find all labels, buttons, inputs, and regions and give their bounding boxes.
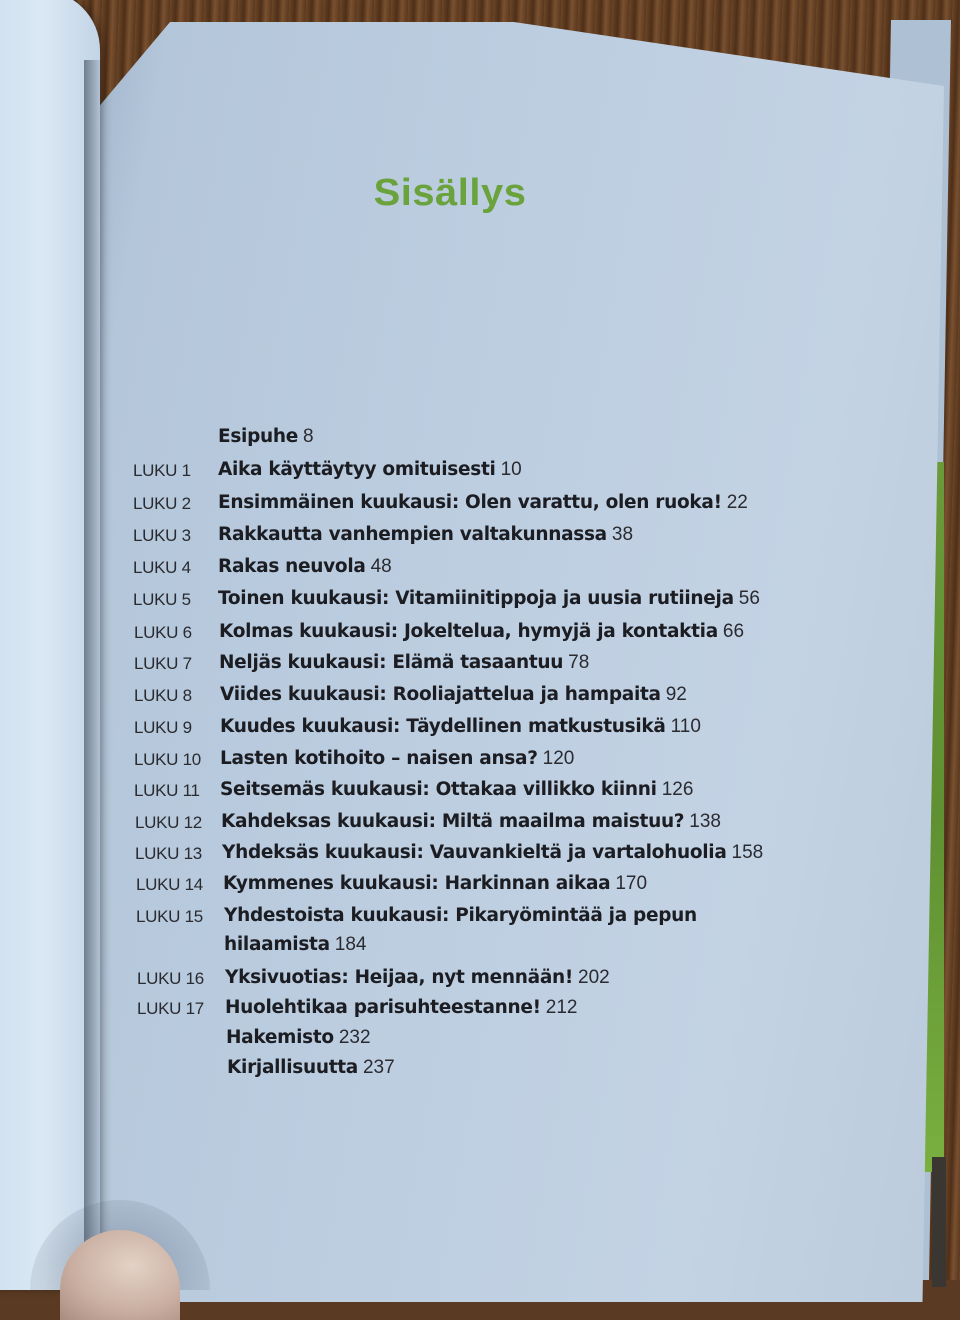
chapter-label: LUKU 11 <box>134 781 200 800</box>
page-number: 110 <box>670 716 701 737</box>
entry-title: Seitsemäs kuukausi: Ottakaa villikko kiinni <box>220 779 657 800</box>
entry-title-continuation: hilaamista <box>224 934 330 955</box>
entry-title: Yhdestoista kuukausi: Pikaryömintää ja pepun <box>224 905 697 926</box>
page-number: 48 <box>370 556 392 577</box>
page-number: 22 <box>726 492 748 513</box>
entry-title: Yhdeksäs kuukausi: Vauvankieltä ja vartalohuolia <box>222 842 727 863</box>
chapter-label: LUKU 9 <box>134 718 192 737</box>
page-number: 120 <box>542 748 575 769</box>
chapter-label: LUKU 5 <box>133 590 191 609</box>
entry-title: Huolehtikaa parisuhteestanne! <box>225 997 541 1018</box>
page-number: 138 <box>689 811 721 832</box>
entry-title: Kymmenes kuukausi: Harkinnan aikaa <box>223 873 611 894</box>
chapter-label: LUKU 17 <box>137 999 204 1018</box>
entry-title: Viides kuukausi: Rooliajattelua ja hampaita <box>220 684 661 705</box>
page-title: Sisällys <box>373 172 527 214</box>
entry-title: Toinen kuukausi: Vitamiinitippoja ja uusia rutiineja <box>218 588 734 609</box>
dark-cover-edge <box>932 1157 946 1287</box>
chapter-label: LUKU 6 <box>134 623 192 642</box>
page-number: 92 <box>665 684 687 705</box>
chapter-label: LUKU 2 <box>133 494 191 513</box>
page-number: 237 <box>362 1057 395 1078</box>
entry-title: Rakas neuvola <box>218 556 366 577</box>
chapter-label: LUKU 12 <box>135 813 202 832</box>
entry-title: Kuudes kuukausi: Täydellinen matkustusikä <box>220 716 666 737</box>
page-number: 56 <box>738 588 760 609</box>
page-number: 126 <box>661 779 694 800</box>
chapter-label: LUKU 4 <box>133 558 191 577</box>
page-number: 10 <box>500 459 522 480</box>
entry-title: Ensimmäinen kuukausi: Olen varattu, olen ruoka! <box>218 492 722 513</box>
page-number: 232 <box>338 1027 371 1048</box>
entry-title: Kahdeksas kuukausi: Miltä maailma maistuu? <box>221 811 685 832</box>
chapter-label: LUKU 13 <box>135 844 202 863</box>
chapter-label: LUKU 7 <box>134 654 192 673</box>
chapter-label: LUKU 16 <box>137 969 204 988</box>
entry-title: Rakkautta vanhempien valtakunnassa <box>218 524 607 545</box>
page-number: 78 <box>568 652 590 673</box>
page-number: 212 <box>545 997 578 1018</box>
entry-title: Esipuhe <box>218 426 299 447</box>
chapter-label: LUKU 8 <box>134 686 192 705</box>
entry-title: Kirjallisuutta <box>227 1057 358 1078</box>
book-gutter-shadow <box>84 60 104 1290</box>
entry-title: Hakemisto <box>226 1027 334 1048</box>
chapter-label: LUKU 3 <box>133 526 191 545</box>
chapter-label: LUKU 10 <box>134 750 201 769</box>
entry-title: Yksivuotias: Heijaa, nyt mennään! <box>225 967 574 988</box>
page-number: 66 <box>722 621 745 642</box>
entry-title: Neljäs kuukausi: Elämä tasaantuu <box>219 652 564 673</box>
page-number: 8 <box>303 426 314 447</box>
chapter-label: LUKU 15 <box>136 907 203 926</box>
page-number: 158 <box>731 842 764 863</box>
page-number: 38 <box>611 524 634 545</box>
page-number: 202 <box>578 967 610 988</box>
page-number: 170 <box>615 873 648 894</box>
page-number: 184 <box>334 934 367 955</box>
entry-title: Lasten kotihoito – naisen ansa? <box>220 748 538 769</box>
chapter-label: LUKU 14 <box>136 875 203 894</box>
chapter-label: LUKU 1 <box>133 461 191 480</box>
toc-entry-continuation <box>224 934 366 956</box>
entry-title: Kolmas kuukausi: Jokeltelua, hymyjä ja kontaktia <box>219 621 718 642</box>
entry-title: Aika käyttäytyy omituisesti <box>218 459 496 480</box>
